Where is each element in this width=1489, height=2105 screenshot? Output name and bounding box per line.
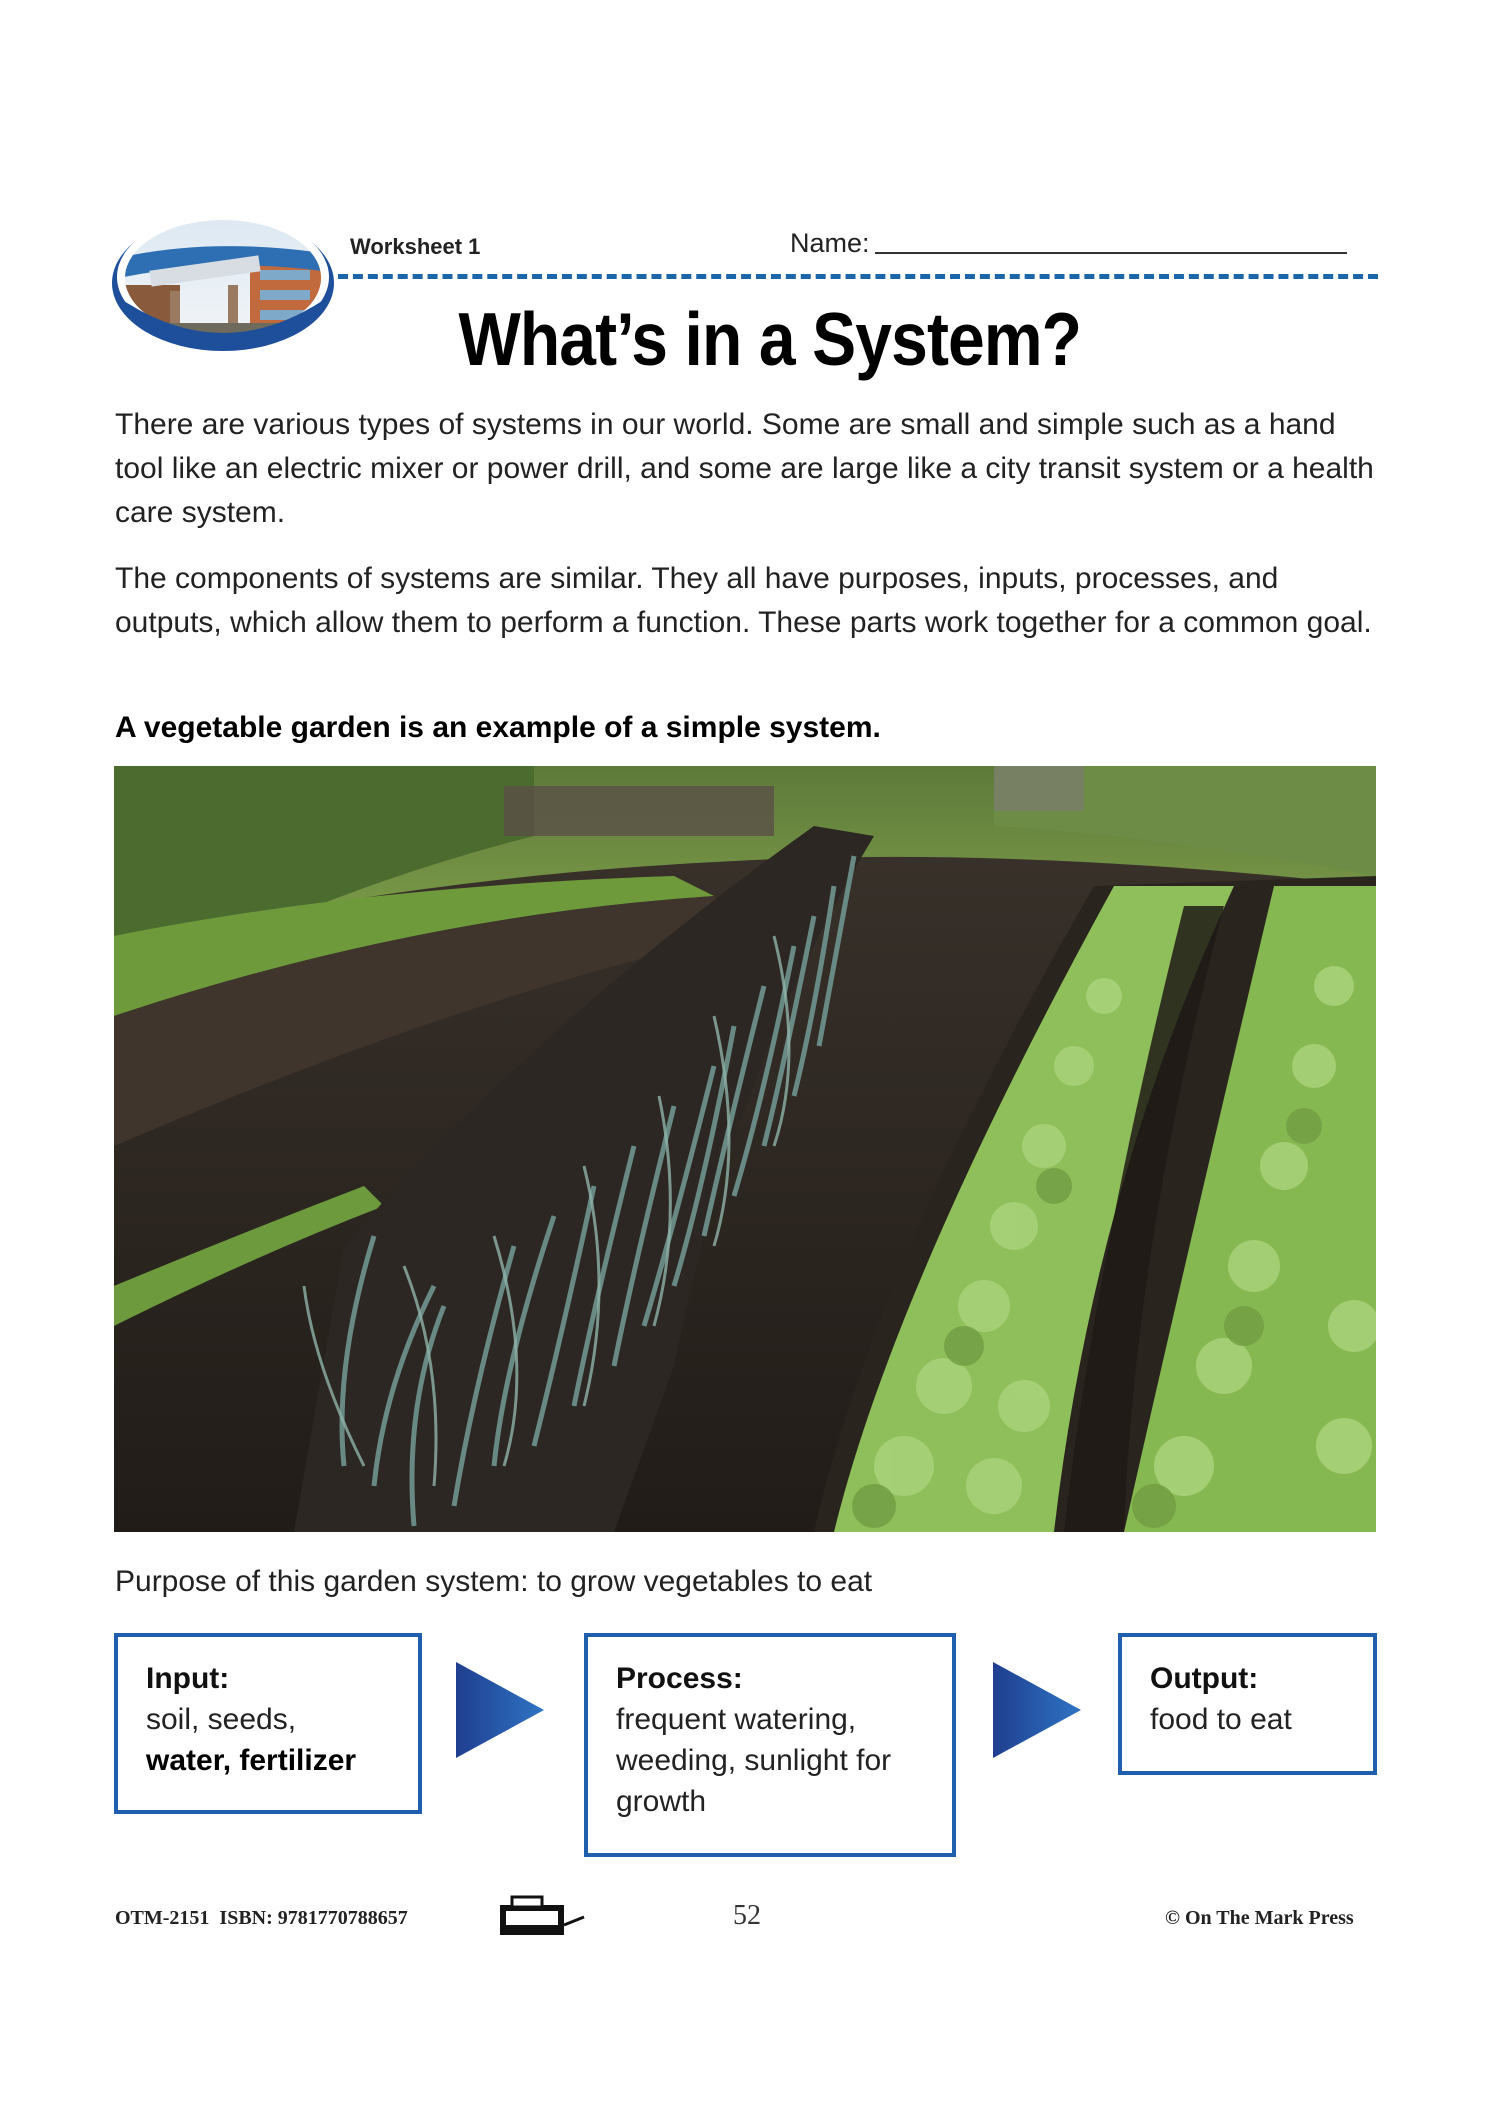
vegetable-garden-photo [114, 766, 1376, 1532]
process-box [584, 1633, 956, 1857]
input-line-2-bold: water, fertilizer [146, 1744, 357, 1777]
footer-copyright: © On The Mark Press [1165, 1907, 1354, 1929]
intro-paragraph: There are various types of systems in our world. Some are small and simple such as a hand tool like an electric mixer or power drill, and some are large like a city transit system or a health care system. [115, 408, 1374, 529]
input-heading: Input: [146, 1662, 230, 1695]
page-number: 52 [733, 1900, 761, 1931]
input-box [114, 1633, 422, 1814]
photocopier-icon [498, 1895, 586, 1937]
process-heading: Process: [616, 1662, 743, 1695]
purpose-statement: Purpose of this garden system: to grow vegetables to eat [115, 1565, 873, 1598]
worksheet-label: Worksheet 1 [350, 234, 481, 259]
garden-example-heading: A vegetable garden is an example of a simple system. [115, 711, 881, 744]
name-label: Name: [790, 228, 870, 258]
components-paragraph: The components of systems are similar. They all have purposes, inputs, processes, and outputs, which allow them to perform a function. These parts work together for a common goal. [115, 562, 1372, 639]
output-text: food to eat [1150, 1703, 1292, 1736]
play-arrow-icon [456, 1662, 544, 1758]
process-text: frequent watering, weeding, sunlight for growth [616, 1703, 892, 1818]
input-line-1: soil, seeds, [146, 1703, 297, 1736]
footer-isbn: OTM-2151 ISBN: 9781770788657 [115, 1907, 408, 1929]
output-box [1118, 1633, 1377, 1775]
name-entry-line[interactable] [875, 252, 1347, 254]
input-line-2 [146, 1740, 390, 1781]
output-heading: Output: [1150, 1662, 1259, 1695]
dashed-divider [338, 274, 1378, 279]
page-title [0, 296, 1489, 382]
page-title-text: What’s in a System? [458, 297, 1081, 381]
input-text [146, 1699, 390, 1781]
play-arrow-icon [993, 1662, 1081, 1758]
